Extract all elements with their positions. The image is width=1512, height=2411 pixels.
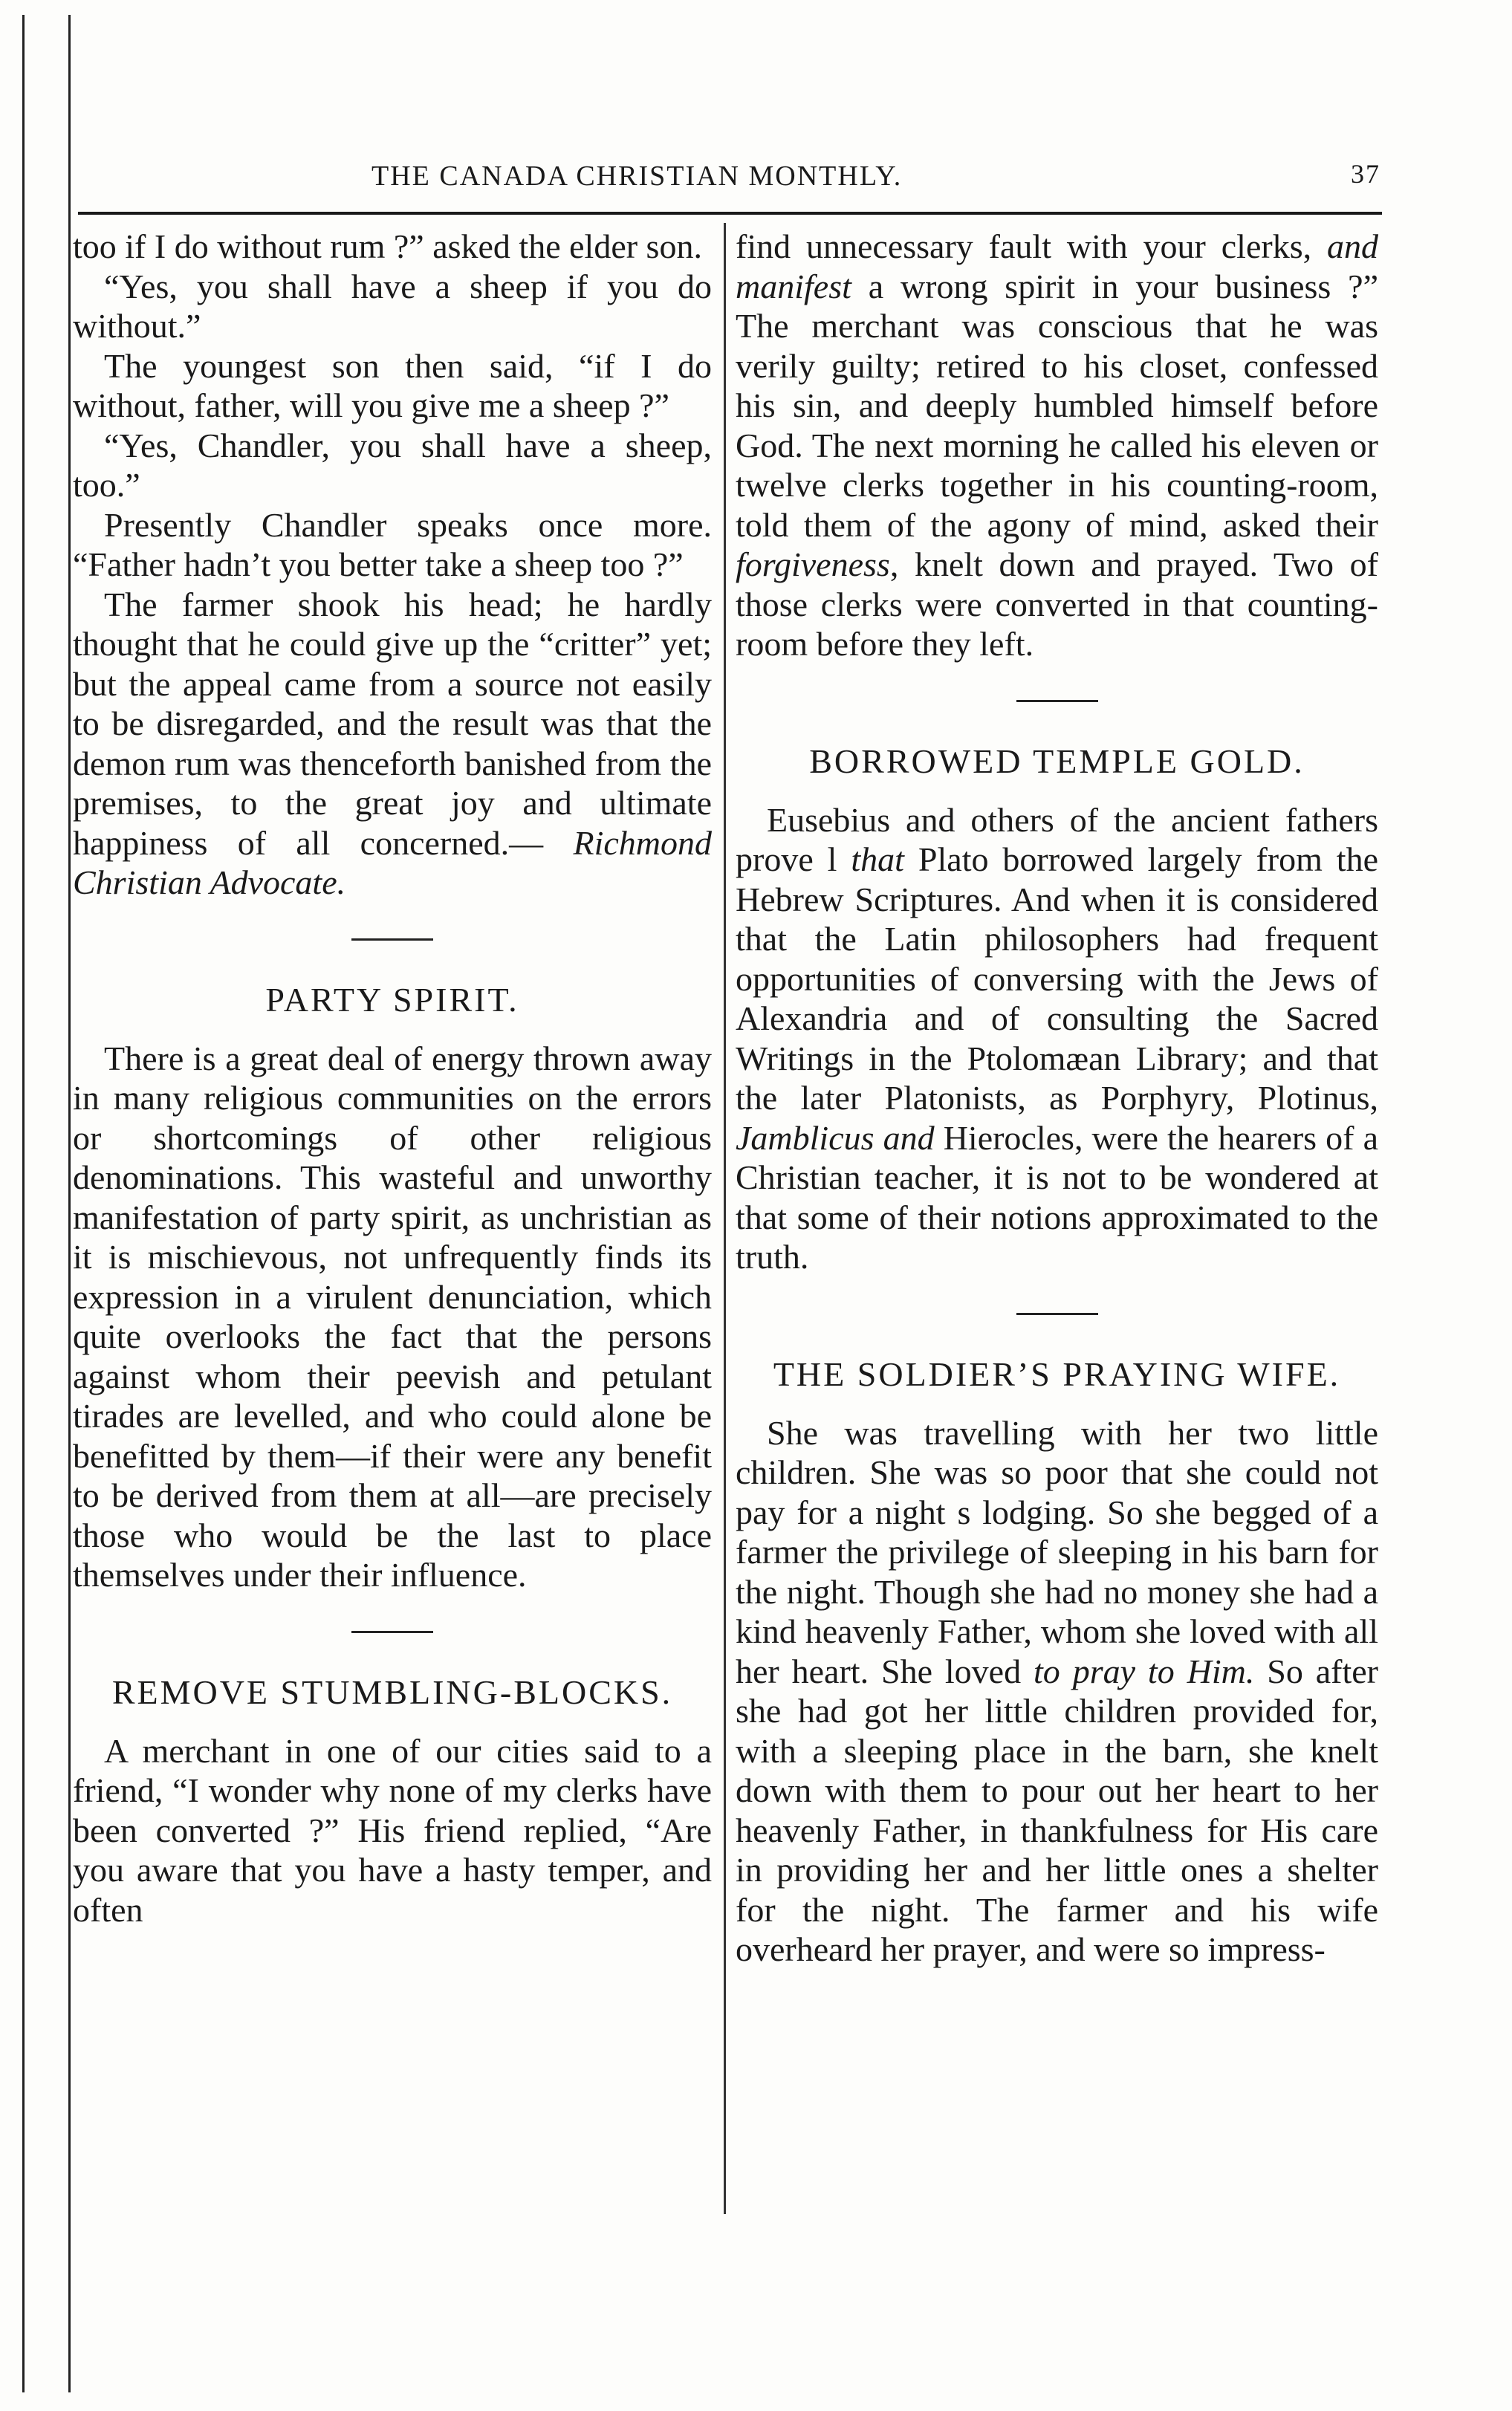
paragraph: The youngest son then said, “if I do without, father, will you give me a sheep ?” (73, 346, 712, 424)
left-column (73, 227, 712, 1930)
paragraph: A merchant in one of our cities said to a friend, “I wonder why none of my clerks have been converted ?” His friend replied, “Are you aware that you have a hasty temper, and often (73, 1731, 712, 1929)
gutter-rule-outer (22, 15, 25, 2392)
heading-remove-stumbling-blocks: REMOVE STUMBLING-BLOCKS. (111, 1672, 673, 1711)
source-attribution: Richmond Christian Advocate. (73, 823, 713, 901)
italic-text: that (851, 840, 904, 878)
paragraph (736, 1413, 1378, 1970)
section-separator (1016, 1313, 1098, 1315)
header-rule (78, 212, 1382, 215)
gutter-rule-inner (68, 15, 71, 2392)
heading-borrowed-temple-gold: BORROWED TEMPLE GOLD. (809, 742, 1305, 780)
paragraph-text: The farmer shook his head; he hardly thought that he could give up the “critter” yet; but the appeal came from a source not easily to be disregarded, and the result was that the demon rum was thenceforth banished from the premises, to the great joy and ultimate happiness of all concerned.— (73, 585, 712, 862)
column-divider (724, 223, 726, 2214)
paragraph: There is a great deal of energy thrown away in many religious communities on the errors or shortcomings of other religious denominations. This wasteful and unworthy manifestation of party spirit, as unchristian as it is mischievous, not unfrequently finds its expression in a virulent denunciation, which quite overlooks the fact that the persons against whom their peevish and petulant tirades are levelled, and who could alone be benefitted by them—if their were any benefit to be derived from them at all—are precisely those who would be the last to place themselves under their influence. (73, 1039, 712, 1594)
paragraph-text: She was travelling with her two little children. She was so poor that she could not pay for a night s lodging. So she begged of a farmer the privilege of sleeping in his barn for the night. Though she had no money she had a kind heavenly Father, whom she loved with all her heart. She loved (736, 1413, 1378, 1690)
paragraph-text: a wrong spirit in your business ?” The merchant was conscious that he was verily guilty; retired to his closet, confessed his sin, and deeply humbled himself before God. The next morning he called his eleven or twelve clerks together in his counting-room, told them of the agony of mind, asked their (736, 267, 1378, 544)
italic-text: to pray to Him. (1034, 1652, 1255, 1690)
paragraph (73, 585, 712, 903)
italic-text: forgiveness (736, 545, 890, 583)
section-separator (351, 938, 433, 941)
paragraph-text: Eusebius and others of the ancient fathers prove l (736, 800, 1378, 878)
page-header (78, 152, 1380, 197)
section-separator (1016, 700, 1098, 702)
paragraph: “Yes, you shall have a sheep if you do without.” (73, 267, 712, 345)
right-column (736, 227, 1378, 1970)
paragraph (736, 800, 1378, 1277)
paragraph-text: Plato borrowed largely from the Hebrew Scriptures. And when it is considered that the Latin philosophers had frequent opportunities of conversing with the Jews of Alexandria and of consulting the Sacred Writings in the Ptolomæan Library; and that the later Platonists, as Porphyry, Plotinus, (736, 840, 1378, 1117)
paragraph: “Yes, Chandler, you shall have a sheep, too.” (73, 426, 712, 504)
italic-text: and manifest (736, 227, 1378, 305)
journal-title: THE CANADA CHRISTIAN MONTHLY. (371, 160, 903, 192)
paragraph (736, 227, 1378, 664)
section-separator (351, 1631, 433, 1633)
paragraph: Presently Chandler speaks once more. “Father hadn’t you better take a sheep too ?” (73, 505, 712, 583)
paragraph-text: find unnecessary fault with your clerks, (736, 227, 1327, 265)
paragraph: too if I do without rum ?” asked the elder son. (73, 227, 702, 265)
page-number: 37 (1351, 159, 1380, 189)
paragraph-text: Hierocles, were the hearers of a Christian teacher, it is not to be wondered at that some of their notions approximated to the truth. (736, 1118, 1378, 1276)
paragraph-text: So after she had got her little children provided for, with a sleeping place in the barn, she knelt down with them to pour out her heart to her heavenly Father, in thankfulness for His care in providing her and her little ones a shelter for the night. The farmer and his wife overheard her prayer, and were so impress- (736, 1652, 1378, 1968)
heading-party-spirit: PARTY SPIRIT. (265, 980, 519, 1019)
heading-soldiers-praying-wife: THE SOLDIER’S PRAYING WIFE. (773, 1354, 1341, 1393)
paragraph-text: , knelt down and prayed. Two of those clerks were converted in that counting-room before they left. (736, 545, 1378, 663)
italic-text: Jamblicus and (736, 1118, 935, 1157)
